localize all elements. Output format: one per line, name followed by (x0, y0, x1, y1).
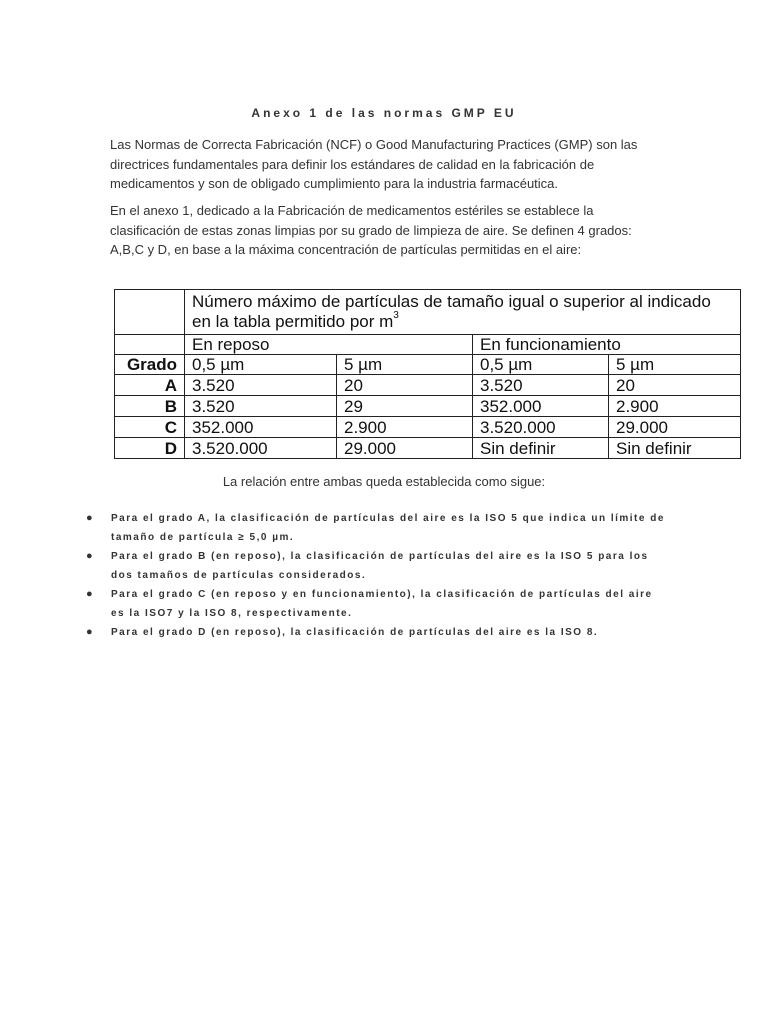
header-size-5-operation: 5 µm (609, 355, 741, 375)
bullet-icon: ● (86, 512, 93, 524)
table-row (115, 375, 741, 396)
bullet-icon: ● (86, 626, 93, 638)
list-item: ● Para el grado A, la clasificación de partículas del aire es la ISO 5 que indica un límite de tamaño de partícula ≥ 5,0 µm. (86, 509, 666, 547)
value-cell: 2.900 (337, 417, 473, 438)
value-cell: 3.520 (185, 396, 337, 417)
bullet-icon: ● (86, 550, 93, 562)
header-operation: En funcionamiento (473, 335, 741, 355)
grade-classification-list (86, 509, 666, 642)
annex-paragraph: En el anexo 1, dedicado a la Fabricación de medicamentos estériles se establece la clasificación de estas zonas limpias por su grado de limpieza de aire. Se definen 4 grados: A,B,C y D, en base a la máxima concentración de partículas permitidas en el aire: (110, 203, 632, 257)
document-title: Anexo 1 de las normas GMP EU (251, 106, 517, 120)
value-cell: Sin definir (473, 438, 609, 459)
value-cell: 352.000 (473, 396, 609, 417)
value-cell: Sin definir (609, 438, 741, 459)
particle-limits-table (114, 289, 741, 459)
table-main-header: Número máximo de partículas de tamaño igual o superior al indicado en la tabla permitido por $m^3$ (185, 290, 741, 335)
list-item: ● Para el grado B (en reposo), la clasificación de partículas del aire es la ISO 5 para los dos tamaños de partículas considerados. (86, 547, 666, 585)
header-rest: En reposo (185, 335, 473, 355)
value-cell: 3.520.000 (473, 417, 609, 438)
intro-paragraph: Las Normas de Correcta Fabricación (NCF) o Good Manufacturing Practices (GMP) son las directrices fundamentales para definir los estándares de calidad en la fabricación de medicamentos y son de obligado cumplimiento para la industria farmacéutica. (110, 137, 638, 191)
value-cell: 29.000 (337, 438, 473, 459)
cubic-exponent: 3 (393, 310, 399, 321)
table-caption: La relación entre ambas queda establecida como sigue: (222, 474, 546, 489)
value-cell: 3.520.000 (185, 438, 337, 459)
header-grade: Grado (115, 355, 185, 375)
value-cell: 3.520 (185, 375, 337, 396)
table-row (115, 417, 741, 438)
value-cell: 20 (609, 375, 741, 396)
list-item: ● Para el grado D (en reposo), la clasificación de partículas del aire es la ISO 8. (86, 623, 666, 642)
list-item: ● Para el grado C (en reposo y en funcionamiento), la clasificación de partículas del aire es la ISO7 y la ISO 8, respectivamente. (86, 585, 666, 623)
grade-cell: C (115, 417, 185, 438)
bullet-icon: ● (86, 588, 93, 600)
header-size-05-rest: 0,5 µm (185, 355, 337, 375)
grade-cell: D (115, 438, 185, 459)
value-cell: 2.900 (609, 396, 741, 417)
table-row (115, 438, 741, 459)
value-cell: 29 (337, 396, 473, 417)
table-empty-cell (115, 335, 185, 355)
grade-cell: B (115, 396, 185, 417)
value-cell: 352.000 (185, 417, 337, 438)
header-size-5-rest: 5 µm (337, 355, 473, 375)
grade-cell: A (115, 375, 185, 396)
table-row (115, 396, 741, 417)
header-size-05-operation: 0,5 µm (473, 355, 609, 375)
value-cell: 20 (337, 375, 473, 396)
value-cell: 29.000 (609, 417, 741, 438)
value-cell: 3.520 (473, 375, 609, 396)
table-corner-cell (115, 290, 185, 335)
